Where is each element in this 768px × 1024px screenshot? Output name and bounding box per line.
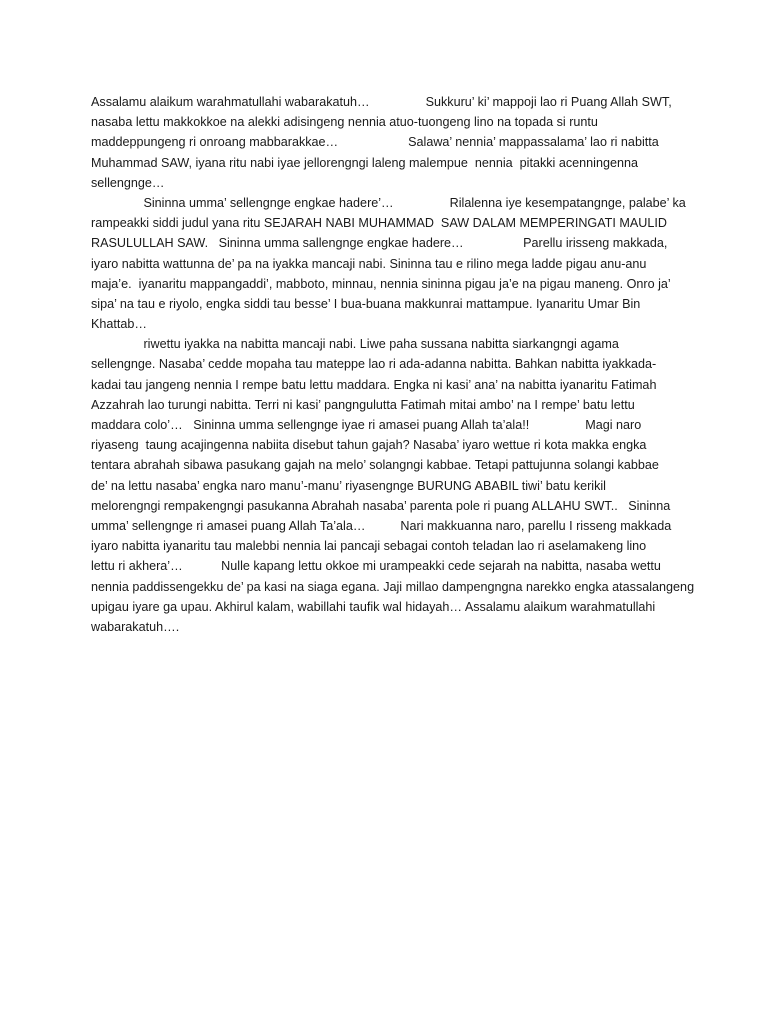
text-line: sipa’ na tau e riyolo, engka siddi tau besse’ I bua-buana makkunrai mattampue. Iyanaritu Umar Bin (91, 296, 641, 311)
text-line: Sininna umma’ sellengnge engkae hadere’… Rilalenna iye kesempatangnge, palabe’ ka (91, 195, 686, 210)
text-line: riwettu iyakka na nabitta mancaji nabi. Liwe paha sussana nabitta siarkangngi agama (91, 337, 619, 352)
text-line: RASULULLAH SAW. Sininna umma sallengnge engkae hadere… Parellu irisseng makkada, (91, 236, 668, 251)
text-line: riyaseng taung acajingenna nabiita disebut tahun gajah? Nasaba’ iyaro wettue ri kota makka engka (91, 438, 647, 453)
text-line: iyaro nabitta iyanaritu tau malebbi nennia lai pancaji sebagai contoh teladan lao ri aselamakeng lino (91, 539, 647, 554)
text-line: iyaro nabitta wattunna de’ pa na iyakka mancaji nabi. Sininna tau e rilino mega ladde pigau anu-anu (91, 256, 647, 271)
text-line: Khattab… (91, 317, 148, 332)
text-line: sellengnge. Nasaba’ cedde mopaha tau mateppe lao ri ada-adanna nabitta. Bahkan nabitta iyakkada- (91, 357, 657, 372)
text-line: tentara abrahah sibawa pasukang gajah na melo’ solangngi kabbae. Tetapi pattujunna solangi kabbae (91, 458, 659, 473)
text-line: upigau iyare ga upau. Akhirul kalam, wabillahi taufik wal hidayah… Assalamu alaikum warahmatullahi (91, 599, 656, 614)
text-line: umma’ sellengnge ri amasei puang Allah Ta’ala… Nari makkuanna naro, parellu I risseng makkada (91, 518, 672, 533)
text-line: maddara colo’… Sininna umma sellengnge iyae ri amasei puang Allah ta’ala!! Magi naro (91, 418, 642, 432)
text-line: lettu ri akhera’… Nulle kapang lettu okkoe mi urampeakki cede sejarah na nabitta, nasaba wettu (91, 559, 661, 574)
text-line: nasaba lettu makkokkoe na alekki adisingeng nennia atuo-tuongeng lino na topada si runtu (91, 115, 598, 130)
text-line: rampeakki siddi judul yana ritu SEJARAH NABI MUHAMMAD SAW DALAM MEMPERINGATI MAULID (91, 216, 667, 231)
document-body (91, 92, 695, 637)
text-line: Azzahrah lao turungi nabitta. Terri ni kasi’ pangngulutta Fatimah mitai ambo’ na I rempe’ batu lettu (91, 397, 635, 412)
text-line: Muhammad SAW, iyana ritu nabi iyae jellorengngi laleng malempue nennia pitakki acenningenna (91, 155, 638, 170)
text-line: maddeppungeng ri onroang mabbarakkae… Salawa’ nennia’ mappassalama’ lao ri nabitta (91, 135, 659, 150)
text-line: sellengnge… (91, 175, 165, 190)
text-line: nennia paddissengekku de’ pa kasi na siaga egana. Jaji millao dampengngna narekko engka atassalangeng (91, 579, 695, 594)
text-line: melorengngi rempakengngi pasukanna Abrahah nasaba’ parenta pole ri puang ALLAHU SWT.. Sininna (91, 498, 671, 513)
text-line: maja’e. iyanaritu mappangaddi’, mabboto, minnau, nennia sininna pigau ja’e na pigau maneng. Onro ja’ (91, 276, 671, 291)
text-line: de’ na lettu nasaba’ engka naro manu’-manu’ riyasengnge BURUNG ABABIL tiwi’ batu kerikil (91, 478, 606, 493)
text-line: Assalamu alaikum warahmatullahi wabarakatuh… Sukkuru’ ki’ mappoji lao ri Puang Allah SWT, (91, 95, 672, 109)
text-line: wabarakatuh…. (91, 619, 180, 634)
text-line: kadai tau jangeng nennia I rempe batu lettu maddara. Engka ni kasi’ ana’ na nabitta iyanaritu Fatimah (91, 377, 657, 392)
